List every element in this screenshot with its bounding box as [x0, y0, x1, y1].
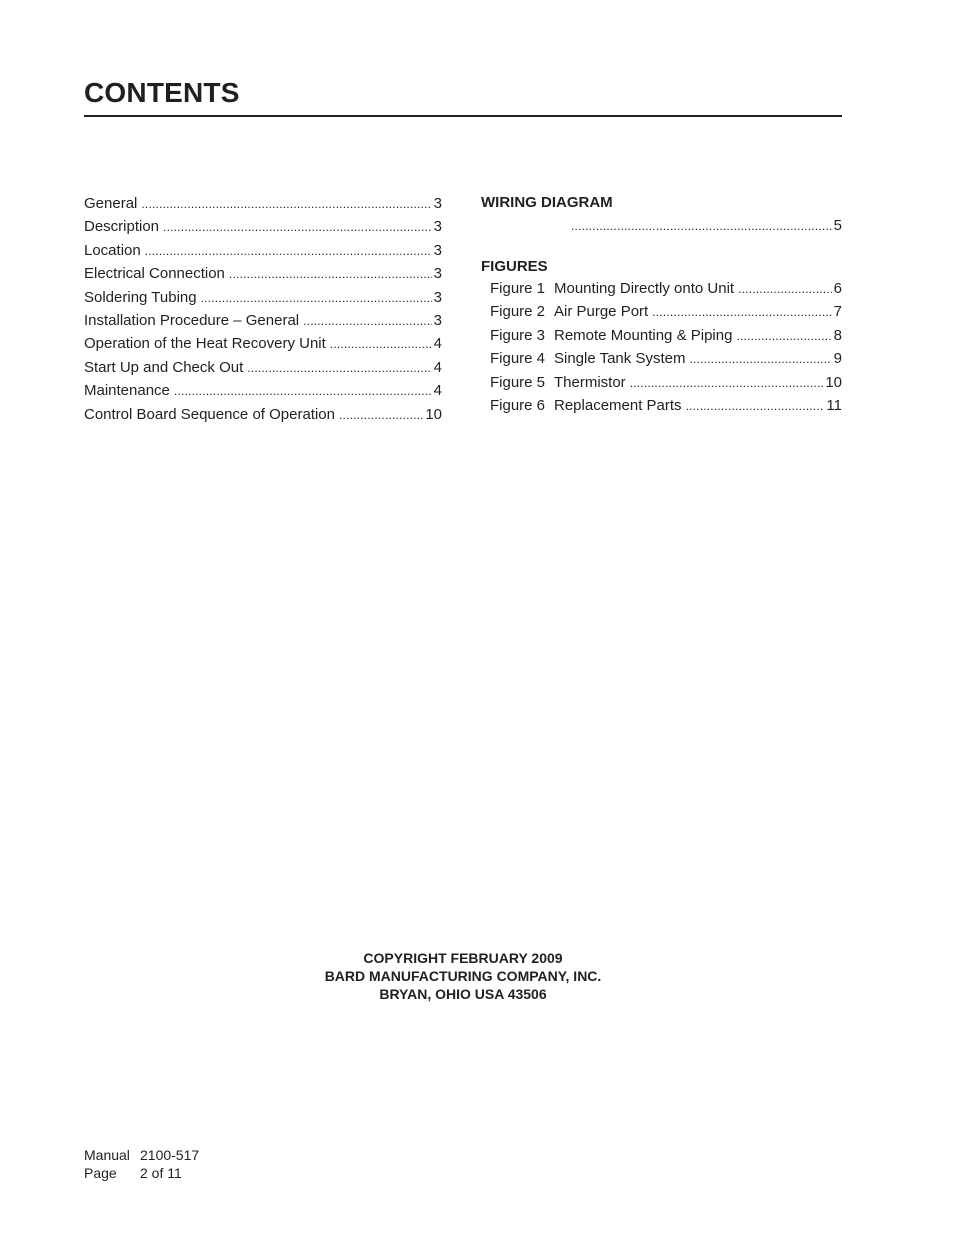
toc-entry[interactable]	[84, 239, 442, 262]
toc-entry-page: 5	[833, 217, 842, 234]
page-footer	[84, 1147, 199, 1182]
toc-entry-label: Maintenance	[84, 382, 170, 400]
toc-entry-label: Operation of the Heat Recovery Unit	[84, 335, 326, 353]
figure-number: Figure 1	[490, 280, 546, 297]
manual-label: Manual	[84, 1147, 130, 1163]
figure-page: 9	[833, 350, 842, 368]
figure-page: 8	[833, 326, 842, 344]
toc-entry-page: 4	[433, 358, 442, 376]
copyright-block	[0, 949, 926, 1003]
toc-entry[interactable]	[84, 286, 442, 309]
dot-leader	[630, 372, 824, 395]
toc-entry-page: 3	[433, 265, 442, 283]
figure-page: 10	[825, 373, 842, 391]
toc-entry-page: 3	[433, 241, 442, 259]
figure-label: Thermistor	[554, 373, 626, 391]
dot-leader	[201, 287, 432, 310]
toc-entry-label: Location	[84, 241, 141, 259]
dot-leader	[247, 357, 431, 380]
dot-leader	[174, 380, 432, 403]
toc-entry-page: 4	[433, 335, 442, 353]
figure-entry[interactable]	[481, 277, 842, 300]
toc-entry[interactable]	[84, 215, 442, 238]
figure-page: 6	[833, 280, 842, 297]
wiring-diagram-heading: WIRING DIAGRAM	[481, 194, 613, 211]
figure-entry[interactable]	[481, 394, 842, 417]
company-address: BRYAN, OHIO USA 43506	[379, 986, 547, 1002]
figure-label: Remote Mounting & Piping	[554, 326, 733, 344]
figure-number: Figure 4	[490, 350, 546, 368]
figure-page: 7	[833, 303, 842, 321]
toc-entry-page: 3	[433, 195, 442, 212]
toc-entry-label: Description	[84, 218, 160, 236]
dot-leader	[145, 240, 432, 263]
toc-entry-label: Soldering Tubing	[84, 288, 197, 306]
toc-entry[interactable]	[84, 262, 442, 285]
copyright-line: COPYRIGHT FEBRUARY 2009	[363, 950, 563, 966]
company-name: BARD MANUFACTURING COMPANY, INC.	[324, 968, 602, 984]
figure-number: Figure 3	[490, 326, 546, 344]
figure-entry[interactable]	[481, 300, 842, 323]
toc-entry-page: 3	[433, 311, 442, 329]
dot-leader	[303, 310, 432, 333]
toc-entry[interactable]	[84, 403, 442, 426]
figure-page: 11	[826, 396, 842, 414]
dot-leader	[686, 395, 825, 418]
figure-entry[interactable]	[481, 324, 842, 347]
page-title: CONTENTS	[84, 77, 240, 108]
figures-heading: FIGURES	[481, 258, 548, 275]
toc-entry-label: General	[84, 195, 138, 212]
figure-number: Figure 5	[490, 373, 546, 391]
figure-label: Single Tank System	[554, 350, 686, 368]
toc-right-column	[481, 192, 842, 417]
toc-entry-page: 10	[425, 405, 442, 423]
toc-entry-page: 4	[433, 382, 442, 400]
page-value: 2 of 11	[140, 1164, 182, 1181]
dot-leader	[571, 213, 832, 239]
wiring-diagram-entry[interactable]	[567, 213, 842, 239]
figure-entry[interactable]	[481, 371, 842, 394]
toc-entry[interactable]	[84, 332, 442, 355]
figure-label: Replacement Parts	[554, 396, 682, 414]
toc-entry-page: 3	[433, 218, 442, 236]
figure-label: Mounting Directly onto Unit	[554, 280, 735, 297]
figure-number: Figure 6	[490, 396, 546, 414]
dot-leader	[229, 263, 432, 286]
page-number	[84, 1165, 199, 1183]
toc-list	[84, 192, 442, 426]
dot-leader	[689, 348, 831, 371]
page-label: Page	[84, 1164, 117, 1181]
toc-entry-label: Start Up and Check Out	[84, 358, 244, 376]
dot-leader	[141, 193, 431, 216]
dot-leader	[736, 325, 831, 348]
toc-entry[interactable]	[84, 309, 442, 332]
dot-leader	[163, 216, 432, 239]
dot-leader	[339, 404, 423, 427]
toc-entry[interactable]	[84, 356, 442, 379]
toc-entry[interactable]	[84, 379, 442, 402]
figure-number: Figure 2	[490, 303, 546, 321]
manual-number	[84, 1147, 199, 1165]
figure-label: Air Purge Port	[554, 303, 649, 321]
title-divider	[84, 115, 842, 117]
toc-entry-label: Electrical Connection	[84, 265, 225, 283]
dot-leader	[330, 333, 432, 356]
toc-entry[interactable]	[84, 192, 442, 215]
toc-entry-label: Installation Procedure – General	[84, 311, 300, 329]
toc-entry-page: 3	[433, 288, 442, 306]
dot-leader	[652, 301, 831, 324]
dot-leader	[738, 278, 832, 301]
manual-value: 2100-517	[140, 1147, 200, 1163]
toc-entry-label: Control Board Sequence of Operation	[84, 405, 335, 423]
figure-entry[interactable]	[481, 347, 842, 370]
